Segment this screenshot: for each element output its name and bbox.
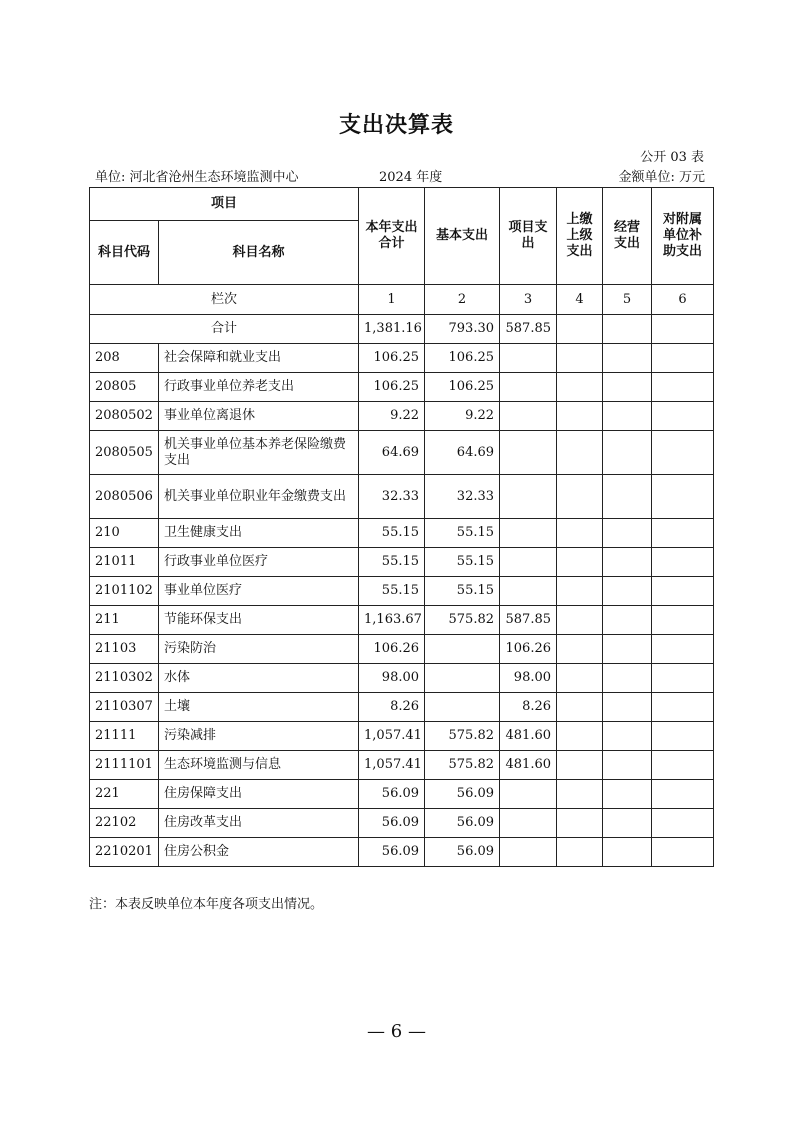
table-row bbox=[90, 344, 714, 373]
business-cell bbox=[603, 635, 652, 664]
code-cell: 2080506 bbox=[90, 475, 159, 519]
subsidy-cell bbox=[652, 475, 714, 519]
table-row bbox=[90, 635, 714, 664]
total-cell: 32.33 bbox=[359, 475, 425, 519]
code-cell: 20805 bbox=[90, 373, 159, 402]
basic-cell: 793.30 bbox=[425, 315, 500, 344]
basic-cell bbox=[425, 664, 500, 693]
total-cell: 55.15 bbox=[359, 519, 425, 548]
basic-cell: 9.22 bbox=[425, 402, 500, 431]
total-cell: 56.09 bbox=[359, 838, 425, 867]
upper-cell bbox=[557, 722, 603, 751]
table-note: 注：本表反映单位本年度各项支出情况。 bbox=[89, 897, 324, 912]
basic-cell: 575.82 bbox=[425, 606, 500, 635]
name-cell: 行政事业单位养老支出 bbox=[159, 373, 359, 402]
subsidy-cell bbox=[652, 373, 714, 402]
total-cell: 106.25 bbox=[359, 373, 425, 402]
upper-cell bbox=[557, 402, 603, 431]
upper-cell bbox=[557, 431, 603, 475]
upper-cell bbox=[557, 344, 603, 373]
name-cell: 节能环保支出 bbox=[159, 606, 359, 635]
project-cell bbox=[500, 373, 557, 402]
table-row bbox=[90, 519, 714, 548]
upper-cell bbox=[557, 751, 603, 780]
basic-cell: 106.25 bbox=[425, 344, 500, 373]
page-number: — 6 — bbox=[367, 1021, 426, 1042]
header-project: 项目支出 bbox=[500, 188, 557, 285]
code-cell: 2080502 bbox=[90, 402, 159, 431]
project-cell bbox=[500, 577, 557, 606]
total-cell: 106.25 bbox=[359, 344, 425, 373]
total-cell: 9.22 bbox=[359, 402, 425, 431]
basic-cell: 106.25 bbox=[425, 373, 500, 402]
business-cell bbox=[603, 431, 652, 475]
total-cell: 1,381.16 bbox=[359, 315, 425, 344]
subsidy-cell bbox=[652, 635, 714, 664]
project-cell: 481.60 bbox=[500, 722, 557, 751]
header-upper: 上缴上级支出 bbox=[557, 188, 603, 285]
basic-cell bbox=[425, 635, 500, 664]
code-cell: 2210201 bbox=[90, 838, 159, 867]
upper-cell bbox=[557, 577, 603, 606]
index-col: 2 bbox=[425, 285, 500, 315]
money-unit: 金额单位: 万元 bbox=[618, 170, 705, 185]
business-cell bbox=[603, 475, 652, 519]
expenditure-table bbox=[89, 187, 714, 867]
total-cell: 1,163.67 bbox=[359, 606, 425, 635]
upper-cell bbox=[557, 475, 603, 519]
code-cell: 2110307 bbox=[90, 693, 159, 722]
total-cell: 56.09 bbox=[359, 809, 425, 838]
index-col: 1 bbox=[359, 285, 425, 315]
table-row bbox=[90, 780, 714, 809]
name-cell: 事业单位离退休 bbox=[159, 402, 359, 431]
project-cell bbox=[500, 344, 557, 373]
code-cell: 2080505 bbox=[90, 431, 159, 475]
business-cell bbox=[603, 693, 652, 722]
upper-cell bbox=[557, 780, 603, 809]
business-cell bbox=[603, 315, 652, 344]
basic-cell: 575.82 bbox=[425, 722, 500, 751]
project-cell: 587.85 bbox=[500, 606, 557, 635]
table-row bbox=[90, 402, 714, 431]
subsidy-cell bbox=[652, 780, 714, 809]
meta-row bbox=[89, 166, 713, 186]
basic-cell: 55.15 bbox=[425, 577, 500, 606]
table-row bbox=[90, 431, 714, 475]
business-cell bbox=[603, 577, 652, 606]
subsidy-cell bbox=[652, 548, 714, 577]
project-cell: 106.26 bbox=[500, 635, 557, 664]
name-cell: 事业单位医疗 bbox=[159, 577, 359, 606]
name-cell: 水体 bbox=[159, 664, 359, 693]
header-name: 科目名称 bbox=[159, 221, 359, 285]
table-row bbox=[90, 373, 714, 402]
index-col: 5 bbox=[603, 285, 652, 315]
subsidy-cell bbox=[652, 809, 714, 838]
code-cell: 2101102 bbox=[90, 577, 159, 606]
table-row bbox=[90, 809, 714, 838]
subsidy-cell bbox=[652, 402, 714, 431]
business-cell bbox=[603, 519, 652, 548]
total-cell: 8.26 bbox=[359, 693, 425, 722]
code-cell: 221 bbox=[90, 780, 159, 809]
basic-cell: 575.82 bbox=[425, 751, 500, 780]
project-cell bbox=[500, 402, 557, 431]
code-cell: 210 bbox=[90, 519, 159, 548]
code-cell: 208 bbox=[90, 344, 159, 373]
project-cell bbox=[500, 780, 557, 809]
code-cell: 2110302 bbox=[90, 664, 159, 693]
business-cell bbox=[603, 402, 652, 431]
code-cell: 21103 bbox=[90, 635, 159, 664]
table-row bbox=[90, 548, 714, 577]
subsidy-cell bbox=[652, 577, 714, 606]
total-cell: 55.15 bbox=[359, 548, 425, 577]
total-cell: 1,057.41 bbox=[359, 751, 425, 780]
table-row bbox=[90, 838, 714, 867]
code-cell: 22102 bbox=[90, 809, 159, 838]
upper-cell bbox=[557, 838, 603, 867]
upper-cell bbox=[557, 606, 603, 635]
project-cell: 98.00 bbox=[500, 664, 557, 693]
name-cell: 土壤 bbox=[159, 693, 359, 722]
subsidy-cell bbox=[652, 519, 714, 548]
unit-label: 单位: 河北省沧州生态环境监测中心 bbox=[95, 170, 299, 185]
total-cell: 1,057.41 bbox=[359, 722, 425, 751]
total-cell: 64.69 bbox=[359, 431, 425, 475]
subsidy-cell bbox=[652, 693, 714, 722]
business-cell bbox=[603, 838, 652, 867]
business-cell bbox=[603, 344, 652, 373]
business-cell bbox=[603, 809, 652, 838]
subsidy-cell bbox=[652, 606, 714, 635]
subsidy-cell bbox=[652, 344, 714, 373]
business-cell bbox=[603, 373, 652, 402]
total-cell: 55.15 bbox=[359, 577, 425, 606]
subsidy-cell bbox=[652, 838, 714, 867]
code-cell: 21011 bbox=[90, 548, 159, 577]
basic-cell: 32.33 bbox=[425, 475, 500, 519]
table-row bbox=[90, 577, 714, 606]
name-cell: 社会保障和就业支出 bbox=[159, 344, 359, 373]
project-cell bbox=[500, 809, 557, 838]
basic-cell: 56.09 bbox=[425, 809, 500, 838]
upper-cell bbox=[557, 519, 603, 548]
code-cell: 21111 bbox=[90, 722, 159, 751]
name-cell: 污染防治 bbox=[159, 635, 359, 664]
upper-cell bbox=[557, 373, 603, 402]
name-cell: 污染减排 bbox=[159, 722, 359, 751]
page-title: 支出决算表 bbox=[338, 112, 454, 138]
subsidy-cell bbox=[652, 751, 714, 780]
basic-cell: 55.15 bbox=[425, 548, 500, 577]
subsidy-cell bbox=[652, 664, 714, 693]
name-cell: 卫生健康支出 bbox=[159, 519, 359, 548]
business-cell bbox=[603, 722, 652, 751]
header-subsidy: 对附属单位补助支出 bbox=[652, 188, 714, 285]
basic-cell: 64.69 bbox=[425, 431, 500, 475]
business-cell bbox=[603, 751, 652, 780]
project-cell: 587.85 bbox=[500, 315, 557, 344]
table-row bbox=[90, 751, 714, 780]
header-item: 项目 bbox=[90, 188, 359, 221]
business-cell bbox=[603, 606, 652, 635]
index-col: 4 bbox=[557, 285, 603, 315]
name-cell: 行政事业单位医疗 bbox=[159, 548, 359, 577]
upper-cell bbox=[557, 548, 603, 577]
basic-cell: 56.09 bbox=[425, 838, 500, 867]
code-cell: 2111101 bbox=[90, 751, 159, 780]
index-row bbox=[90, 285, 714, 315]
header-total: 本年支出合计 bbox=[359, 188, 425, 285]
basic-cell bbox=[425, 693, 500, 722]
name-cell: 生态环境监测与信息 bbox=[159, 751, 359, 780]
business-cell bbox=[603, 548, 652, 577]
name-cell: 住房保障支出 bbox=[159, 780, 359, 809]
project-cell bbox=[500, 548, 557, 577]
upper-cell bbox=[557, 315, 603, 344]
business-cell bbox=[603, 664, 652, 693]
subsidy-cell bbox=[652, 315, 714, 344]
header-basic: 基本支出 bbox=[425, 188, 500, 285]
code-cell: 211 bbox=[90, 606, 159, 635]
project-cell: 8.26 bbox=[500, 693, 557, 722]
total-label: 合计 bbox=[90, 315, 359, 344]
table-row bbox=[90, 693, 714, 722]
total-cell: 106.26 bbox=[359, 635, 425, 664]
basic-cell: 56.09 bbox=[425, 780, 500, 809]
upper-cell bbox=[557, 809, 603, 838]
table-row bbox=[90, 722, 714, 751]
basic-cell: 55.15 bbox=[425, 519, 500, 548]
name-cell: 机关事业单位基本养老保险缴费支出 bbox=[159, 431, 359, 475]
index-col: 6 bbox=[652, 285, 714, 315]
table-row bbox=[90, 475, 714, 519]
year-label: 2024 年度 bbox=[379, 170, 443, 185]
total-cell: 98.00 bbox=[359, 664, 425, 693]
project-cell bbox=[500, 475, 557, 519]
subsidy-cell bbox=[652, 431, 714, 475]
header-code: 科目代码 bbox=[90, 221, 159, 285]
index-label: 栏次 bbox=[90, 285, 359, 315]
project-cell bbox=[500, 519, 557, 548]
name-cell: 机关事业单位职业年金缴费支出 bbox=[159, 475, 359, 519]
project-cell: 481.60 bbox=[500, 751, 557, 780]
project-cell bbox=[500, 431, 557, 475]
total-cell: 56.09 bbox=[359, 780, 425, 809]
header-business: 经营支出 bbox=[603, 188, 652, 285]
subsidy-cell bbox=[652, 722, 714, 751]
total-row bbox=[90, 315, 714, 344]
index-col: 3 bbox=[500, 285, 557, 315]
table-row bbox=[90, 606, 714, 635]
name-cell: 住房公积金 bbox=[159, 838, 359, 867]
table-code: 公开 03 表 bbox=[640, 150, 704, 165]
upper-cell bbox=[557, 664, 603, 693]
name-cell: 住房改革支出 bbox=[159, 809, 359, 838]
upper-cell bbox=[557, 635, 603, 664]
business-cell bbox=[603, 780, 652, 809]
table-row bbox=[90, 664, 714, 693]
upper-cell bbox=[557, 693, 603, 722]
project-cell bbox=[500, 838, 557, 867]
